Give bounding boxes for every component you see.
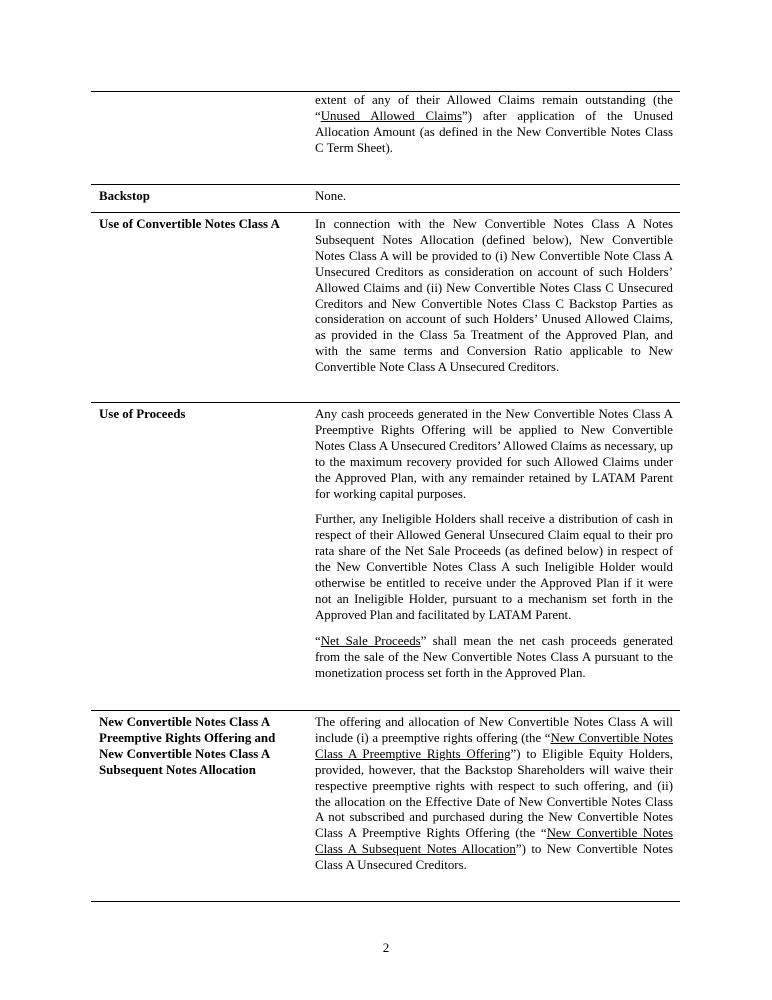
- paragraph: [315, 189, 673, 205]
- text-segment: In connection with the New Convertible Notes Class A Notes Subsequent Notes Allocation (defined below), New Convertible Notes Class A will be provided to (i) New Convertible Note Class A Unsecured Creditors as consideration on account of such Holders’ Allowed Claims and (ii) New Convertible Notes Class C Unsecured Creditors and New Convertible Notes Class C Backstop Parties as consideration on account of such Holders’ Unused Allowed Claims, as provided in the Class 5a Treatment of the Approved Plan, and with the same terms and Conversion Ratio applicable to New Convertible Note Class A Unsecured Creditors.: [315, 217, 673, 375]
- table-row: [91, 184, 680, 213]
- row-label: Backstop: [99, 189, 150, 203]
- text-segment: Any cash proceeds generated in the New Convertible Notes Class A Preemptive Rights Offering will be applied to New Convertible Notes Class A Unsecured Creditors’ Allowed Claims as necessary, up to the maximum recovery provided for such Allowed Claims under the Approved Plan, with any remainder retained by LATAM Parent for working capital purposes.: [315, 407, 673, 501]
- table-row: [91, 402, 680, 711]
- table-row: [91, 212, 680, 403]
- paragraph: [315, 407, 673, 502]
- text-segment: ”) after application of the Unused Allocation Amount (as defined in the New Convertible Notes Class C Term Sheet).: [315, 108, 673, 155]
- table-row: [91, 91, 680, 185]
- paragraph: [315, 93, 673, 157]
- defined-term: New Convertible Notes Class A Subsequent Notes Allocation: [315, 826, 673, 857]
- defined-term: Unused Allowed Claims: [320, 108, 463, 123]
- row-value: [315, 93, 673, 167]
- row-label: New Convertible Notes Class A Preemptive Rights Offering and New Convertible Notes Class A Subsequent Notes Allocation: [99, 715, 276, 777]
- text-segment: “: [315, 633, 321, 648]
- row-label: Use of Convertible Notes Class A: [99, 217, 280, 231]
- defined-term: New Convertible Notes Class A Preemptive Rights Offering: [315, 730, 674, 761]
- defined-term: Net Sale Proceeds: [320, 633, 421, 648]
- row-label: Use of Proceeds: [99, 407, 186, 421]
- text-segment: ”) to New Convertible Notes Class A Unsecured Creditors.: [315, 842, 673, 873]
- table-row: [91, 710, 680, 902]
- text-segment: ”) to Eligible Equity Holders, provided, however, that the Backstop Shareholders will waive their respective preemptive rights with respect to such offering, and (ii) the allocation on the Effective Date of New Convertible Notes Class A not subscribed and purchased during the New Convertible Notes Class A Preemptive Rights Offering (the “: [315, 746, 674, 841]
- text-segment: Further, any Ineligible Holders shall receive a distribution of cash in respect of their Allowed General Unsecured Claim equal to their pro rata share of the Net Sale Proceeds (as defined below) in respect of the New Convertible Notes Class A such Ineligible Holder would otherwise be entitled to receive under the Approved Plan if it were not an Ineligible Holder, pursuant to a mechanism set forth in the Approved Plan and facilitated by LATAM Parent.: [315, 512, 673, 622]
- row-value: [315, 217, 673, 386]
- paragraph: [315, 512, 673, 623]
- row-value: [315, 715, 673, 884]
- row-value: [315, 407, 673, 692]
- paragraph: [315, 634, 673, 682]
- text-segment: ” shall mean the net cash proceeds generated from the sale of the New Convertible Notes Class A pursuant to the monetization process set forth in the Approved Plan.: [315, 633, 673, 680]
- paragraph: [315, 217, 673, 376]
- paragraph: [315, 715, 673, 874]
- page-number: 2: [382, 940, 390, 955]
- text-segment: None.: [315, 189, 347, 203]
- text-segment: The offering and allocation of New Convertible Notes Class A will include (i) a preemptive rights offering (the “: [315, 715, 673, 745]
- text-segment: extent of any of their Allowed Claims remain outstanding (the “: [315, 93, 673, 123]
